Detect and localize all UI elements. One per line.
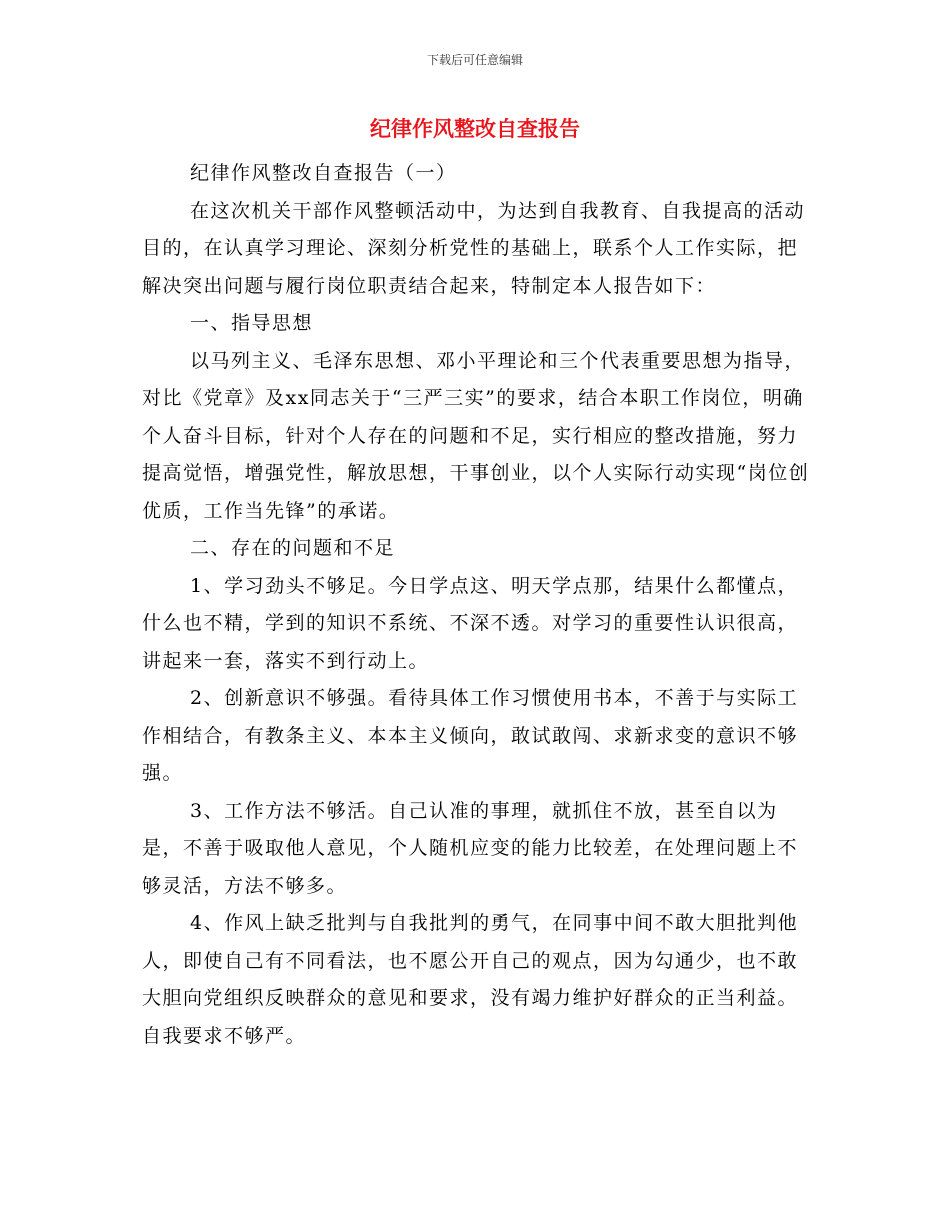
- problem-item-1: 1、学习劲头不够足。今日学点这、明天学点那，结果什么都懂点，什么也不精，学到的知识不系统、不深不透。对学习的重要性认识很高，讲起来一套，落实不到行动上。: [142, 574, 799, 672]
- guiding-thought-paragraph: 以马列主义、毛泽东思想、邓小平理论和三个代表重要思想为指导，对比《党章》及xx同志关于“三严三实”的要求，结合本职工作岗位，明确个人奋斗目标，针对个人存在的问题和不足，实行相应的整改措施，努力提高觉悟，增强党性，解放思想，干事创业，以个人实际行动实现“岗位创优质，工作当先锋”的承诺。: [142, 349, 810, 522]
- problem-item-3: 3、工作方法不够活。自己认准的事理，就抓住不放，甚至自以为是，不善于吸取他人意见，个人随机应变的能力比较差，在处理问题上不够灵活，方法不够多。: [142, 799, 799, 897]
- subtitle-paragraph: 纪律作风整改自查报告（一）: [190, 162, 457, 184]
- problem-item-4: 4、作风上缺乏批判与自我批判的勇气，在同事中间不敢大胆批判他人，即使自己有不同看法，也不愿公开自己的观点，因为勾通少，也不敢大胆向党组织反映群众的意见和要求，没有竭力维护好群众的正当利益。自我要求不够严。: [142, 912, 799, 1047]
- intro-paragraph: 在这次机关干部作风整顿活动中，为达到自我教育、自我提高的活动目的，在认真学习理论、深刻分析党性的基础上，联系个人工作实际，把解决突出问题与履行岗位职责结合起来，特制定本人报告如下：: [142, 199, 806, 297]
- document-body: [142, 155, 812, 1055]
- document-title: 纪律作风整改自查报告: [370, 116, 580, 141]
- header-note: 下载后可任意编辑: [426, 53, 523, 67]
- section-heading-guiding-thought: 一、指导思想: [190, 312, 314, 334]
- section-heading-problems: 二、存在的问题和不足: [190, 537, 396, 559]
- problem-item-2: 2、创新意识不够强。看待具体工作习惯使用书本，不善于与实际工作相结合，有教条主义、本本主义倾向，敢试敢闯、求新求变的意识不够强。: [142, 687, 799, 784]
